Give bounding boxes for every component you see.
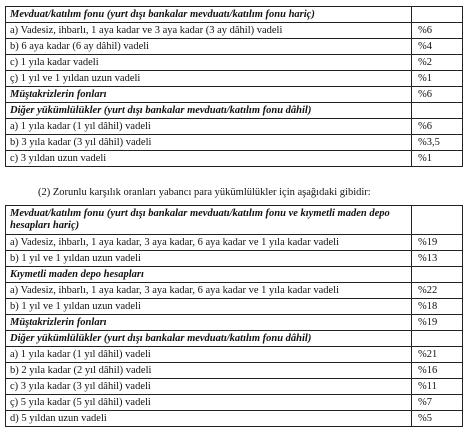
table-row — [6, 299, 463, 315]
table-row — [6, 119, 463, 135]
row-label: c) 1 yıla kadar vadeli — [6, 55, 412, 71]
row-label: a) Vadesiz, ihbarlı, 1 aya kadar, 3 aya kadar, 6 aya kadar ve 1 yıla kadar vadeli — [6, 283, 412, 299]
row-label: b) 2 yıla kadar (2 yıl dâhil) vadeli — [6, 363, 412, 379]
table-row — [6, 251, 463, 267]
row-label: a) Vadesiz, ihbarlı, 1 aya kadar ve 3 aya kadar (3 ay dâhil) vadeli — [6, 23, 412, 39]
section-header-label: Müştakrizlerin fonları — [6, 315, 412, 331]
table-row — [6, 395, 463, 411]
table-row — [6, 347, 463, 363]
rate-value: %13 — [412, 251, 463, 267]
rate-value: %6 — [412, 23, 463, 39]
rate-value: %2 — [412, 55, 463, 71]
rate-value: %6 — [412, 119, 463, 135]
rate-value: %5 — [412, 411, 463, 427]
row-label: d) 5 yıldan uzun vadeli — [6, 411, 412, 427]
table-row — [6, 23, 463, 39]
row-label: c) 3 yıldan uzun vadeli — [6, 151, 412, 167]
rate-value: %19 — [412, 235, 463, 251]
reserve-table-local — [5, 6, 463, 167]
rate-value: %6 — [412, 87, 463, 103]
rate-value — [412, 331, 463, 347]
rate-value: %7 — [412, 395, 463, 411]
rate-value: %22 — [412, 283, 463, 299]
rate-value — [412, 7, 463, 23]
row-label: b) 1 yıl ve 1 yıldan uzun vadeli — [6, 251, 412, 267]
reserve-table-foreign — [5, 205, 463, 427]
rate-value: %3,5 — [412, 135, 463, 151]
row-label: a) Vadesiz, ihbarlı, 1 aya kadar, 3 aya kadar, 6 aya kadar ve 1 yıla kadar vadeli — [6, 235, 412, 251]
table-row — [6, 379, 463, 395]
table-row — [6, 55, 463, 71]
row-label: b) 1 yıl ve 1 yıldan uzun vadeli — [6, 299, 412, 315]
rate-value — [412, 267, 463, 283]
section-header-row — [6, 87, 463, 103]
table-row — [6, 39, 463, 55]
section-header-label: Kıymetli maden depo hesapları — [6, 267, 412, 283]
row-label: ç) 5 yıla kadar (5 yıl dâhil) vadeli — [6, 395, 412, 411]
section-header-row — [6, 7, 463, 23]
row-label: b) 3 yıla kadar (3 yıl dâhil) vadeli — [6, 135, 412, 151]
section-header-label: Mevduat/katılım fonu (yurt dışı bankalar mevduatı/katılım fonu ve kıymetli maden depo hesapları hariç) — [6, 206, 412, 235]
row-label: c) 3 yıla kadar (3 yıl dâhil) vadeli — [6, 379, 412, 395]
rate-value: %16 — [412, 363, 463, 379]
section-header-label: Mevduat/katılım fonu (yurt dışı bankalar mevduatı/katılım fonu hariç) — [6, 7, 412, 23]
section-header-label: Diğer yükümlülükler (yurt dışı bankalar mevduatı/katılım fonu dâhil) — [6, 331, 412, 347]
section-header-label: Diğer yükümlülükler (yurt dışı bankalar mevduatı/katılım fonu dâhil) — [6, 103, 412, 119]
section-header-row — [6, 206, 463, 235]
section-header-row — [6, 315, 463, 331]
table-row — [6, 135, 463, 151]
table-row — [6, 151, 463, 167]
table-row — [6, 71, 463, 87]
section-header-row — [6, 103, 463, 119]
rate-value: %19 — [412, 315, 463, 331]
table-row — [6, 363, 463, 379]
paragraph-foreign-currency: (2) Zorunlu karşılık oranları yabancı para yükümlülükler için aşağıdaki gibidir: — [38, 187, 371, 198]
section-header-label: Müştakrizlerin fonları — [6, 87, 412, 103]
rate-value: %18 — [412, 299, 463, 315]
table-row — [6, 235, 463, 251]
rate-value — [412, 206, 463, 235]
rate-value: %1 — [412, 71, 463, 87]
table-row — [6, 283, 463, 299]
row-label: a) 1 yıla kadar (1 yıl dâhil) vadeli — [6, 119, 412, 135]
row-label: b) 6 aya kadar (6 ay dâhil) vadeli — [6, 39, 412, 55]
rate-value: %11 — [412, 379, 463, 395]
row-label: ç) 1 yıl ve 1 yıldan uzun vadeli — [6, 71, 412, 87]
section-header-row — [6, 267, 463, 283]
rate-value: %4 — [412, 39, 463, 55]
section-header-row — [6, 331, 463, 347]
rate-value: %1 — [412, 151, 463, 167]
rate-value — [412, 103, 463, 119]
row-label: a) 1 yıla kadar (1 yıl dâhil) vadeli — [6, 347, 412, 363]
table-row — [6, 411, 463, 427]
rate-value: %21 — [412, 347, 463, 363]
